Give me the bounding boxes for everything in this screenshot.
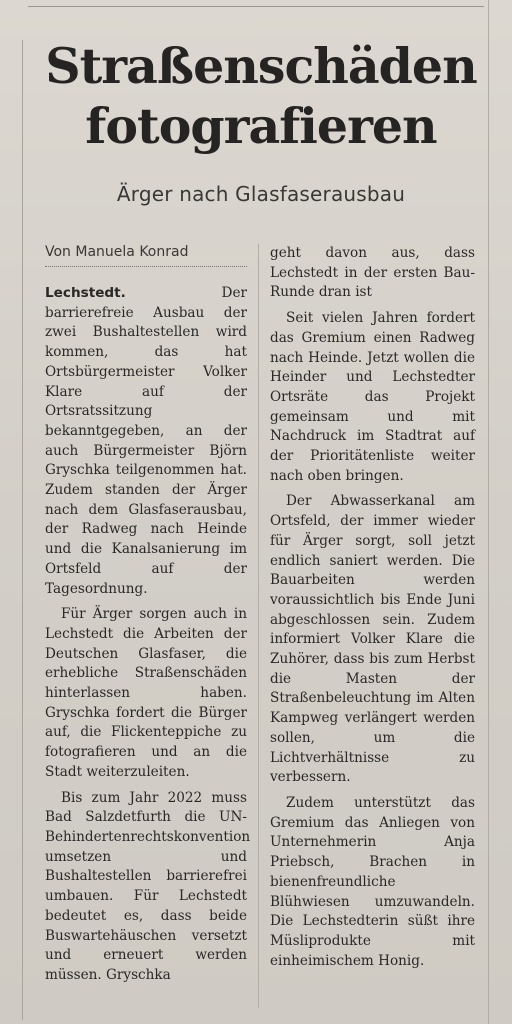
- paragraph-1-text: Der barrierefreie Ausbau der zwei Bushaltestellen wird kommen, das hat Ortsbürgermeister Volker Klare auf der Ortsratssitzung bekanntgegeben, an der auch Bürgermeister Björn Gryschka teilgenommen hat. Zudem standen der Ärger nach dem Glasfaserausbau, der Radweg nach Heinde und die Kanalsanierung im Ortsfeld auf der Tagesordnung.: [45, 285, 247, 597]
- article-column-1: [45, 284, 251, 986]
- paragraph-6: Zudem unterstützt das Gremium das Anliegen von Unternehmerin Anja Priebsch, Brachen in bienenfreundliche Blühwiesen umzuwandeln. Die Lechstedterin süßt ihre Müsliprodukte mit einheimischem Honig.: [270, 794, 475, 969]
- paragraph-3: Bis zum Jahr 2022 muss Bad Salzdetfurth die UN-Behindertenrechtskonvention umsetzen und Bushaltestellen barrierefrei umbauen. Für Lechstedt bedeutet es, dass beide Buswartehäuschen versetzt und erneuert werden müssen. Gryschka: [45, 789, 251, 983]
- paragraph-1: [45, 284, 247, 599]
- article-column-2: [270, 244, 475, 971]
- left-column-rule: [22, 40, 23, 1020]
- top-rule: [28, 6, 484, 7]
- paragraph-4: Seit vielen Jahren fordert das Gremium einen Radweg nach Heinde. Jetzt wollen die Heinder und Lechstedter Ortsräte das Projekt gemeinsam und mit Nachdruck im Stadtrat auf der Prioritätenliste weiter nach oben bringen.: [270, 310, 475, 484]
- paragraph-5: Der Abwasserkanal am Ortsfeld, der immer wieder für Ärger sorgt, soll jetzt endlich saniert werden. Die Bauarbeiten werden voraussichtlich bis Ende Juni abgeschlossen sein. Zudem informiert Volker Klare die Zuhörer, dass bis zum Herbst die Masten der Straßenbeleuchtung im Alten Kampweg verlängert werden sollen, um die Lichtverhältnisse zu verbessern.: [270, 493, 475, 786]
- article-subheadline: Ärger nach Glasfaserausbau: [116, 182, 406, 206]
- article-byline: Von Manuela Konrad: [45, 244, 247, 267]
- dateline: Lechstedt.: [45, 285, 126, 301]
- column-divider: [258, 244, 259, 1008]
- paragraph-3-continued: geht davon aus, dass Lechstedt in der ersten Bau-Runde dran ist: [270, 245, 475, 301]
- article-headline: Straßenschäden fotografieren: [45, 37, 477, 155]
- paragraph-2: Für Ärger sorgen auch in Lechstedt die Arbeiten der Deutschen Glasfaser, die erhebliche Straßenschäden hinterlassen haben. Gryschka fordert die Bürger auf, die Flickenteppiche zu fotografieren und an die Stadt weiterzuleiten.: [45, 606, 247, 780]
